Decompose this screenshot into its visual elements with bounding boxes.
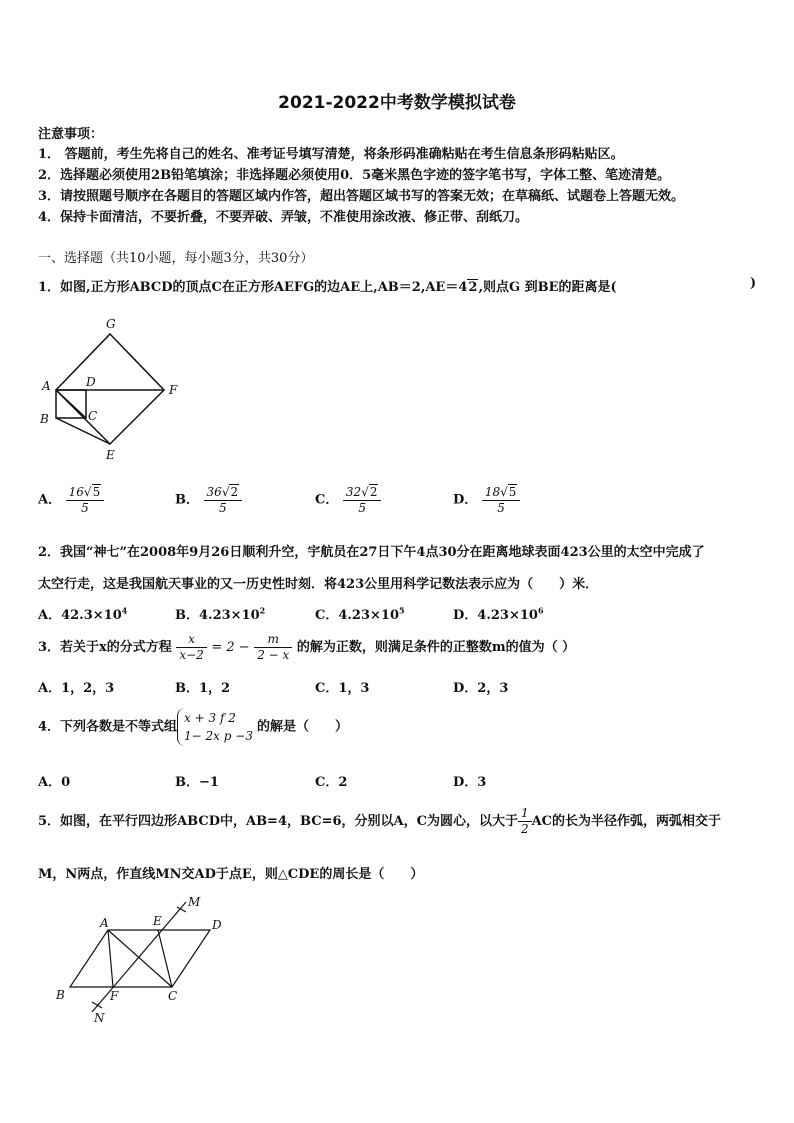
question-5-line-2: M，N两点，作直线MN交AD于点E，则△CDE的周长是（ ） — [38, 867, 424, 882]
question-1 — [38, 276, 617, 295]
label-m: M — [188, 895, 201, 909]
note-item: 3．请按照题号顺序在各题目的答题区域内作答，超出答题区域书写的答案无效；在草稿纸、试题卷上答题无效。 — [38, 189, 685, 204]
fraction-half: $\frac{1}{2}$ — [518, 806, 532, 837]
q2-option-d: D．$4.23\times 10^6$ — [453, 605, 544, 623]
label-a: A — [100, 916, 109, 930]
q2-option-b: B．$4.23\times 10^2$ — [175, 605, 266, 623]
q5-figure — [50, 892, 230, 1027]
label-e: E — [106, 448, 115, 462]
q4-option-a: A．0 — [38, 775, 71, 790]
page-title: 2021-2022中考数学模拟试卷 — [278, 93, 516, 113]
note-item: 4．保持卡面清洁，不要折叠，不要弄破、弄皱，不准使用涂改液、修正带、刮纸刀。 — [38, 210, 529, 225]
label-e: E — [153, 914, 162, 928]
question-1-text-post: ,则点G 到BE的距离是( — [478, 280, 617, 295]
q3-option-b: B．1，2 — [175, 681, 231, 696]
label-a: A — [42, 379, 51, 393]
note-item: 1． 答题前，考生先将自己的姓名、准考证号填写清楚，将条形码准确粘贴在考生信息条形码粘贴区。 — [38, 147, 624, 162]
question-2-line-2: 太空行走，这是我国航天事业的又一历史性时刻．将423公里用科学记数法表示应为（ ）米． — [38, 577, 599, 592]
label-d: D — [212, 918, 222, 932]
q4-option-d: D．3 — [453, 775, 487, 790]
question-3: 3．若关于x的分式方程 $\frac{x}{x-2}$ = 2 − $\frac{m}{2 - x}$ 的解为正数，则满足条件的正整数m的值为（ ） — [38, 632, 576, 662]
q3-option-a: A．1，2，3 — [38, 681, 115, 696]
q2-option-a: A．$42.3\times 10^4$ — [38, 605, 128, 623]
note-item: 2．选择题必须使用2B铅笔填涂；非选择题必须使用0．5毫米黑色字迹的签字笔书写，字体工整、笔迹清楚。 — [38, 168, 671, 183]
q4-option-c: C．2 — [315, 775, 348, 790]
fraction-1: $\frac{x}{x-2}$ — [176, 632, 206, 663]
question-2-line-1: 2．我国“神七”在2008年9月26日顺利升空，宇航员在27日下午4点30分在距离地球表面423公里的太空中完成了 — [38, 545, 705, 560]
answer-paren: ) — [750, 276, 757, 291]
label-c: C — [88, 409, 98, 423]
question-5-line-1: 5．如图，在平行四边形ABCD中，AB=4，BC=6，分别以A，C为圆心，以大于 $\frac{1}{2}$ AC的长为半径作弧，两弧相交于 — [38, 806, 722, 836]
q1-option-a: A． $\frac{16√5}{5}$ — [38, 484, 104, 516]
segment-af — [108, 930, 113, 987]
label-f: F — [169, 383, 178, 397]
fraction-2: $\frac{m}{2 - x}$ — [254, 632, 292, 663]
label-n: N — [94, 1011, 105, 1025]
segment-be — [56, 418, 110, 444]
notes-heading: 注意事项： — [38, 127, 104, 142]
label-c: C — [168, 989, 178, 1003]
q4-option-b: B．−1 — [175, 775, 219, 790]
label-b: B — [56, 988, 65, 1002]
q3-option-d: D．2，3 — [453, 681, 509, 696]
label-b: B — [40, 412, 49, 426]
inequality-system: x + 3 f 2 1− 2x p −3 — [177, 708, 257, 746]
label-d: D — [86, 375, 96, 389]
q3-option-c: C．1，3 — [315, 681, 370, 696]
label-g: G — [106, 317, 116, 331]
question-1-text-pre: 1．如图,正方形ABCD的顶点C在正方形AEFG的边AE上,AB＝2,AE＝4 — [38, 280, 468, 295]
section-title: 一、选择题（共10小题，每小题3分，共30分） — [38, 251, 314, 266]
square-aefg — [56, 334, 164, 444]
q1-figure — [30, 312, 200, 472]
question-4: 4．下列各数是不等式组 x + 3 f 2 1− 2x p −3 的解是（ ） — [38, 708, 348, 746]
q1-option-d: D． $\frac{18√5}{5}$ — [453, 484, 520, 516]
segment-ac — [56, 390, 86, 418]
q1-option-c: C． $\frac{32√2}{5}$ — [315, 484, 381, 516]
q2-option-c: C．$4.23\times 10^5$ — [315, 605, 405, 623]
label-f: F — [110, 989, 119, 1003]
diagonal-ac — [108, 930, 172, 987]
segment-ec — [158, 930, 172, 987]
q1-option-b: B． $\frac{36√2}{5}$ — [175, 484, 242, 516]
sqrt-radicand: 2 — [468, 280, 478, 295]
